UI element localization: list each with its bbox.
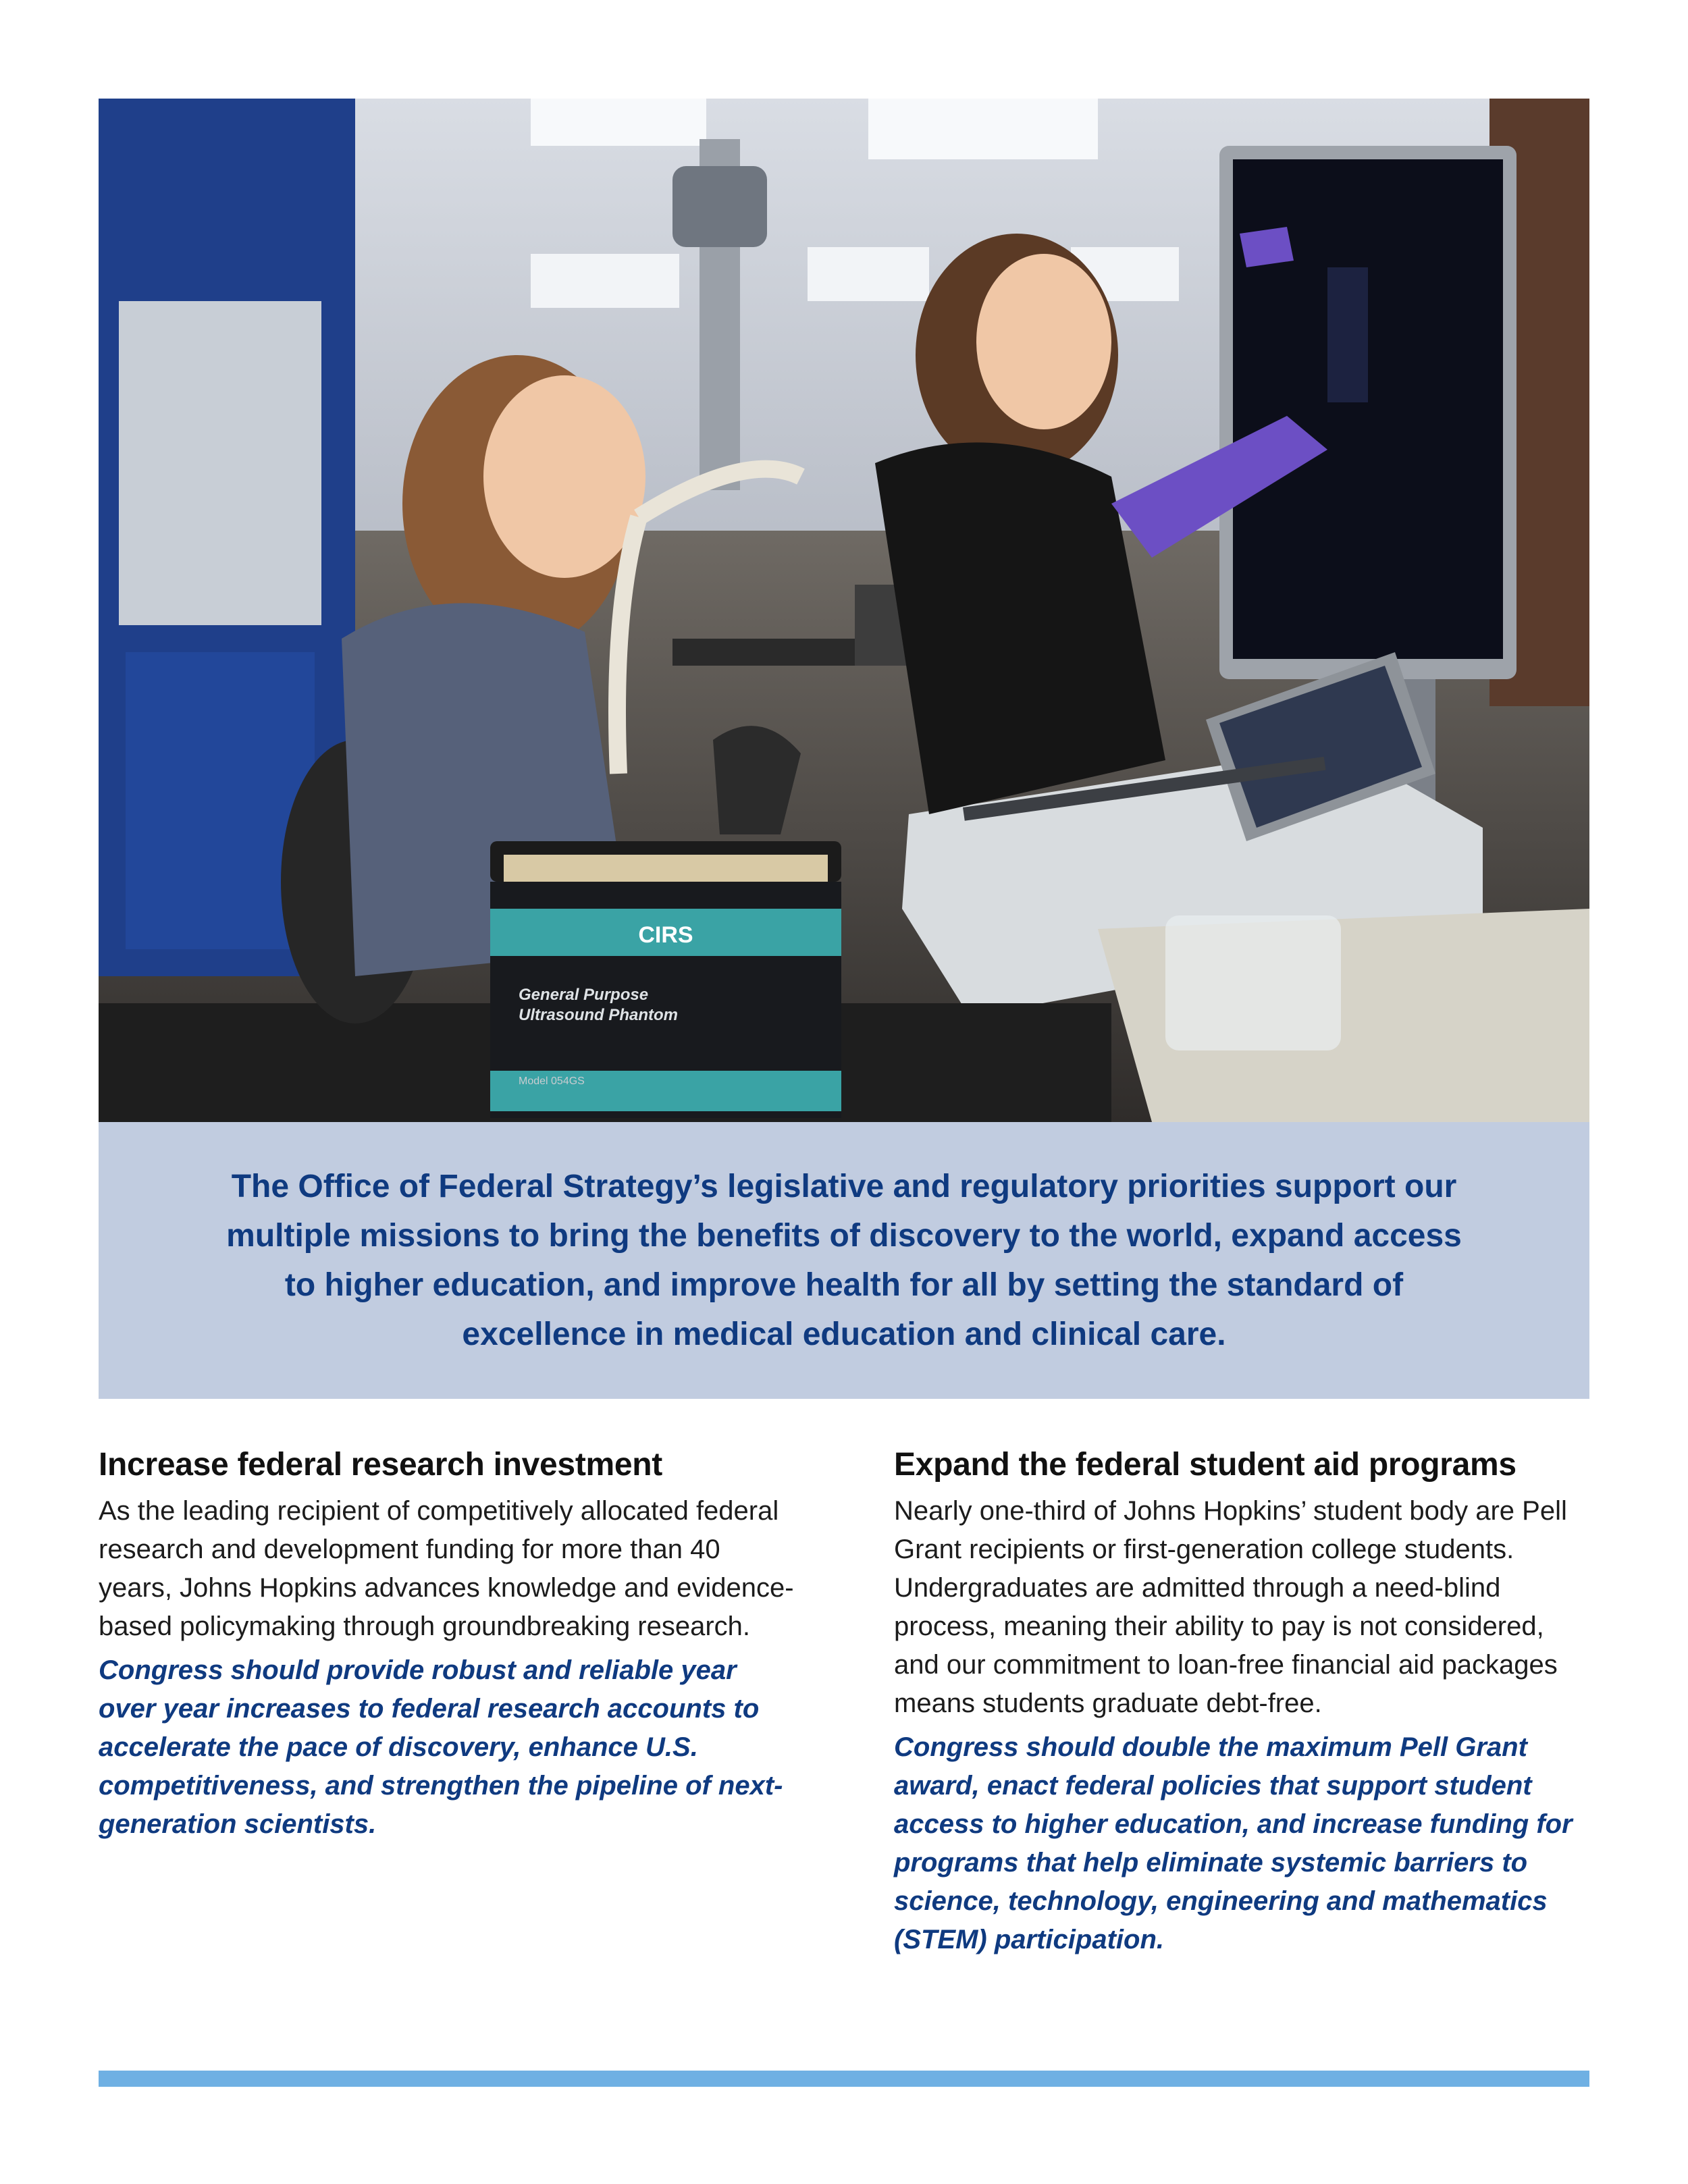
callout-text: The Office of Federal Strategy’s legislative and regulatory priorities support our multiple missions to bring the benefits of discovery to the world, expand access to higher education, and improve health for all by setting the standard of excellence in medical education and clinical care. <box>226 1169 1462 1352</box>
phantom-label-line1: General Purpose <box>519 986 649 1004</box>
section-ask: Congress should provide robust and reliable year over year increases to federal research accounts to accelerate the pace of discovery, enhance U.S. competitiveness, and strengthen the pipeline of next-generation scientists. <box>99 1655 783 1839</box>
section-heading: Increase federal research investment <box>99 1447 662 1483</box>
phantom-model-text: Model 054GS <box>519 1075 585 1087</box>
section-heading: Expand the federal student aid programs <box>894 1447 1516 1483</box>
section-body: As the leading recipient of competitively allocated federal research and development funding for more than 40 years, Johns Hopkins advances knowledge and evidence-based policymaking through groundbreaking research. <box>99 1496 794 1641</box>
footer-rule <box>99 2071 1589 2087</box>
lab-photo <box>99 99 1589 1122</box>
phantom-label-line2: Ultrasound Phantom <box>519 1006 679 1024</box>
section-student-aid <box>894 1445 1596 1959</box>
phantom-brand-text: CIRS <box>638 922 693 948</box>
section-ask: Congress should double the maximum Pell Grant award, enact federal policies that support student access to higher education, and increase funding for programs that help eliminate systemic barriers to science, technology, engineering and mathematics (STEM) participation. <box>894 1732 1573 1954</box>
section-body: Nearly one-third of Johns Hopkins’ student body are Pell Grant recipients or first-generation college students. Undergraduates are admitted through a need-blind process, meaning their ability to pay is not considered, and our commitment to loan-free financial aid packages means students graduate debt-free. <box>894 1496 1567 1718</box>
priorities-callout <box>99 1122 1589 1399</box>
lab-photo-illustration <box>99 99 1589 1122</box>
section-research <box>99 1445 794 1844</box>
